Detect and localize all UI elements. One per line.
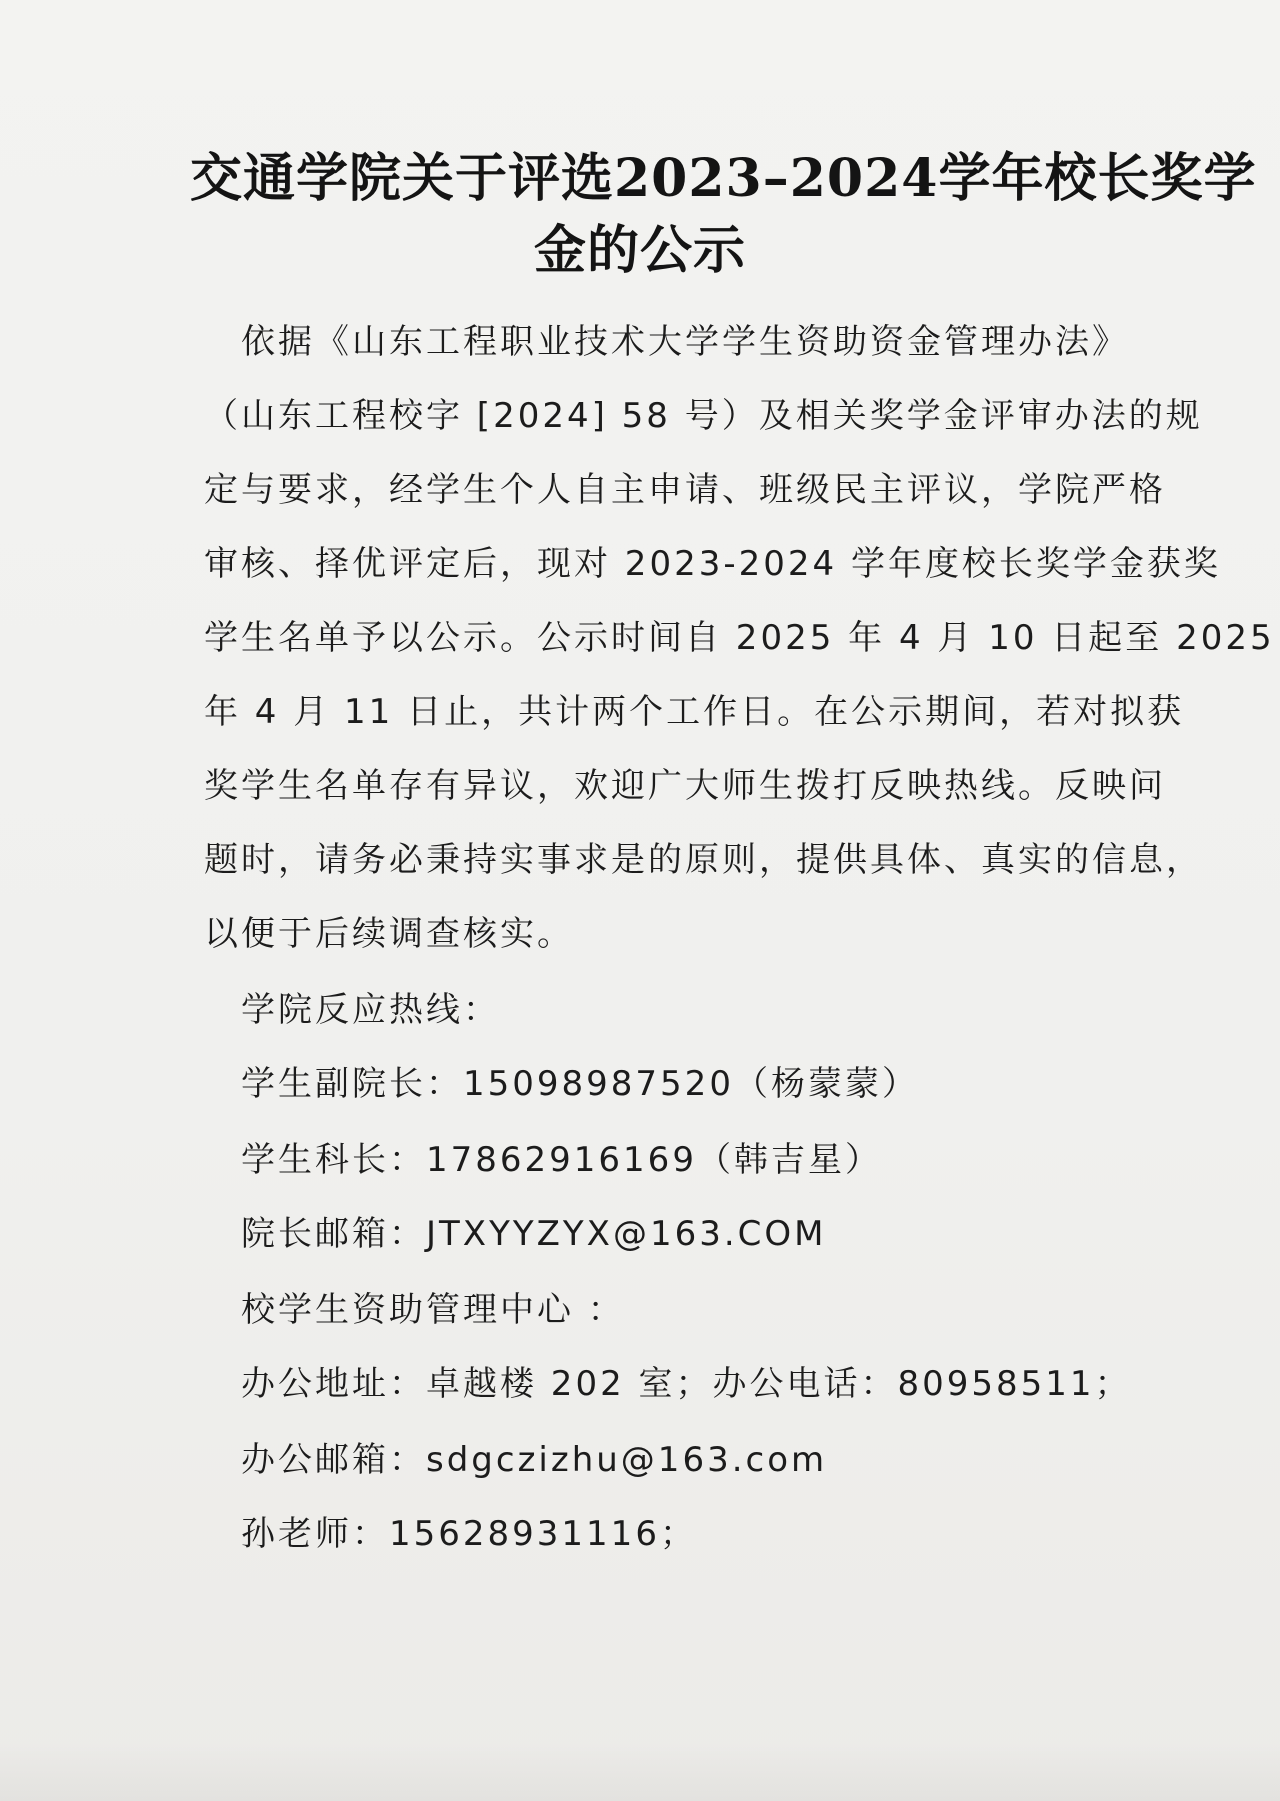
title-line-1: 交通学院关于评选2023–2024学年校长奖学: [190, 148, 1257, 209]
paragraph-line: 以便于后续调查核实。: [204, 914, 574, 954]
contact-line: 孙老师：15628931116；: [204, 1514, 697, 1554]
title-line-2: 金的公示: [533, 220, 746, 281]
document-title: [190, 143, 1257, 287]
paragraph-line: 题时，请务必秉持实事求是的原则，提供具体、真实的信息，: [204, 840, 1203, 880]
contact-heading: 校学生资助管理中心 ：: [204, 1290, 625, 1330]
paragraph-line: 学生名单予以公示。公示时间自 2025 年 4 月 10 日起至 2025: [204, 618, 1275, 658]
contact-line: 院长邮箱：JTXYYZYX@163.COM: [204, 1214, 827, 1254]
page-bottom-shadow: [0, 1741, 1280, 1801]
contact-line: 办公邮箱：sdgczizhu@163.com: [204, 1440, 828, 1480]
paragraph-line: 定与要求，经学生个人自主申请、班级民主评议，学院严格: [204, 470, 1166, 510]
contact-heading: 学院反应热线：: [204, 990, 500, 1030]
paragraph-line: 依据《山东工程职业技术大学学生资助资金管理办法》: [204, 322, 1129, 362]
paragraph-line: （山东工程校字 [2024] 58 号）及相关奖学金评审办法的规: [204, 396, 1203, 436]
paragraph-line: 审核、择优评定后，现对 2023-2024 学年度校长奖学金获奖: [204, 544, 1221, 584]
paragraph-line: 年 4 月 11 日止，共计两个工作日。在公示期间，若对拟获: [204, 692, 1185, 732]
contact-line: 学生副院长：15098987520（杨蒙蒙）: [204, 1064, 919, 1104]
contact-line: 办公地址：卓越楼 202 室；办公电话：80958511；: [204, 1364, 1132, 1404]
contact-line: 学生科长：17862916169（韩吉星）: [204, 1140, 882, 1180]
paragraph-line: 奖学生名单存有异议，欢迎广大师生拨打反映热线。反映问: [204, 766, 1166, 806]
